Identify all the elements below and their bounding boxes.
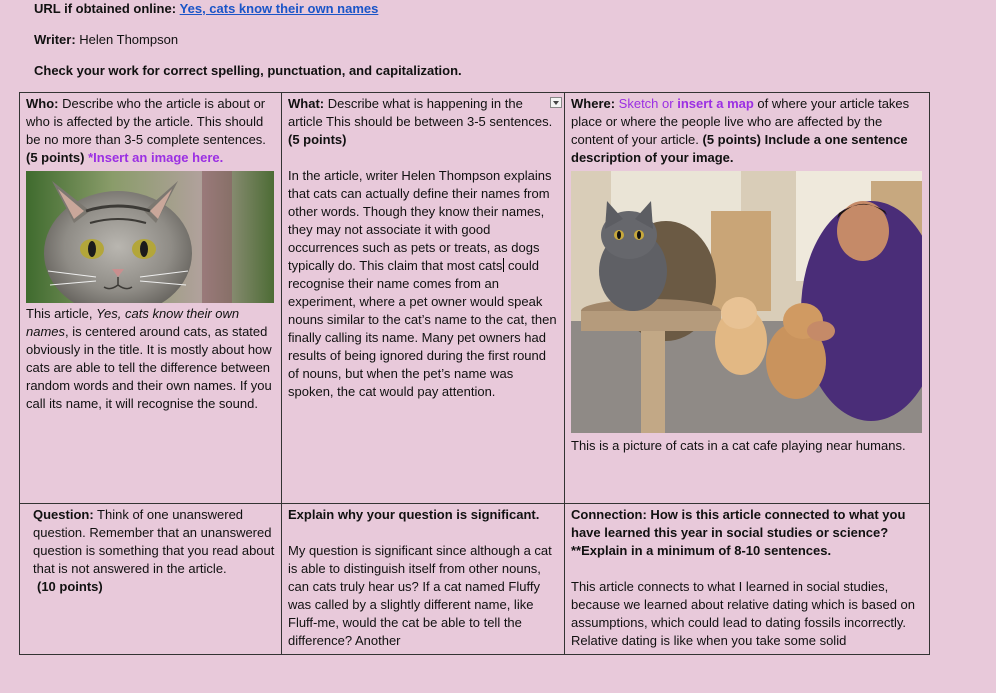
significant-prompt: Explain why your question is significant.: [288, 507, 540, 522]
who-cell[interactable]: [20, 93, 282, 504]
who-prompt: Who: Describe who the article is about or who is affected by the article. This should be no more than 3-5 complete sentences. (5 points) *Insert an image here.: [26, 96, 266, 165]
chevron-down-icon[interactable]: [550, 97, 562, 108]
url-label: URL if obtained online:: [34, 1, 177, 16]
connection-cell[interactable]: [565, 504, 930, 655]
significant-cell[interactable]: [282, 504, 565, 655]
writer-name: Helen Thompson: [79, 32, 179, 47]
where-caption: This is a picture of cats in a cat cafe playing near humans.: [571, 438, 906, 453]
writer-label: Writer:: [34, 32, 76, 47]
what-cell[interactable]: [282, 93, 565, 504]
worksheet-table: [19, 92, 930, 655]
connection-answer: This article connects to what I learned in social studies, because we learned about relative dating which is based on assumptions, which could lead to dating fossils incorrectly. Relative dating is like when you take some solid: [571, 579, 916, 648]
writer-line: [34, 32, 178, 47]
connection-instruction: **Explain in a minimum of 8-10 sentences.: [571, 543, 832, 558]
who-answer: This article, Yes, cats know their own names, is centered around cats, as stated obviously in the title. It is mostly about how cats are able to tell the difference between random words and their own names. If you call its name, it will recognise the sound.: [26, 306, 272, 411]
where-prompt: Where: Sketch or insert a map of where your article takes place or where the people live who are affected by the content of your article. (5 points) Include a one sentence description of your image.: [571, 96, 910, 165]
question-points: (10 points): [37, 579, 103, 594]
question-prompt: Question: Think of one unanswered question. Remember that an unanswered question is something that you read about that is not answered in the article.: [33, 507, 275, 576]
article-link[interactable]: Yes, cats know their own names: [179, 1, 379, 16]
significant-answer: My question is significant since although a cat is able to distinguish itself from other nouns, can cats truly hear us? If a cat named Fluffy was called by a slightly different name, like Fluff-me, would the cat be able to tell the difference? Another: [288, 543, 552, 648]
url-line: [34, 1, 378, 16]
where-cell[interactable]: [565, 93, 930, 504]
connection-prompt: Connection: How is this article connected to what you have learned this year in social studies or science?: [571, 507, 906, 540]
cat-portrait-image: [26, 171, 274, 303]
question-cell[interactable]: [20, 504, 282, 655]
check-note: Check your work for correct spelling, punctuation, and capitalization.: [34, 63, 462, 78]
what-prompt: What: Describe what is happening in the article This should be between 3-5 sentences. (5 points): [288, 96, 553, 147]
what-answer: In the article, writer Helen Thompson explains that cats can actually define their names from other words. Though they know their names, they may not associate it with good occurrences such as pets or treats, as dogs typically do. This claim that most cats could recognise their name comes from an experiment, where a pet owner would speak nouns similar to the cat’s name to the cat, then finally calling its name. Many pet owners had results of being ignored during the first round of nouns, but when the pet’s name was spoken, the cat would pay attention.: [288, 168, 557, 399]
cat-cafe-image: [571, 171, 922, 433]
